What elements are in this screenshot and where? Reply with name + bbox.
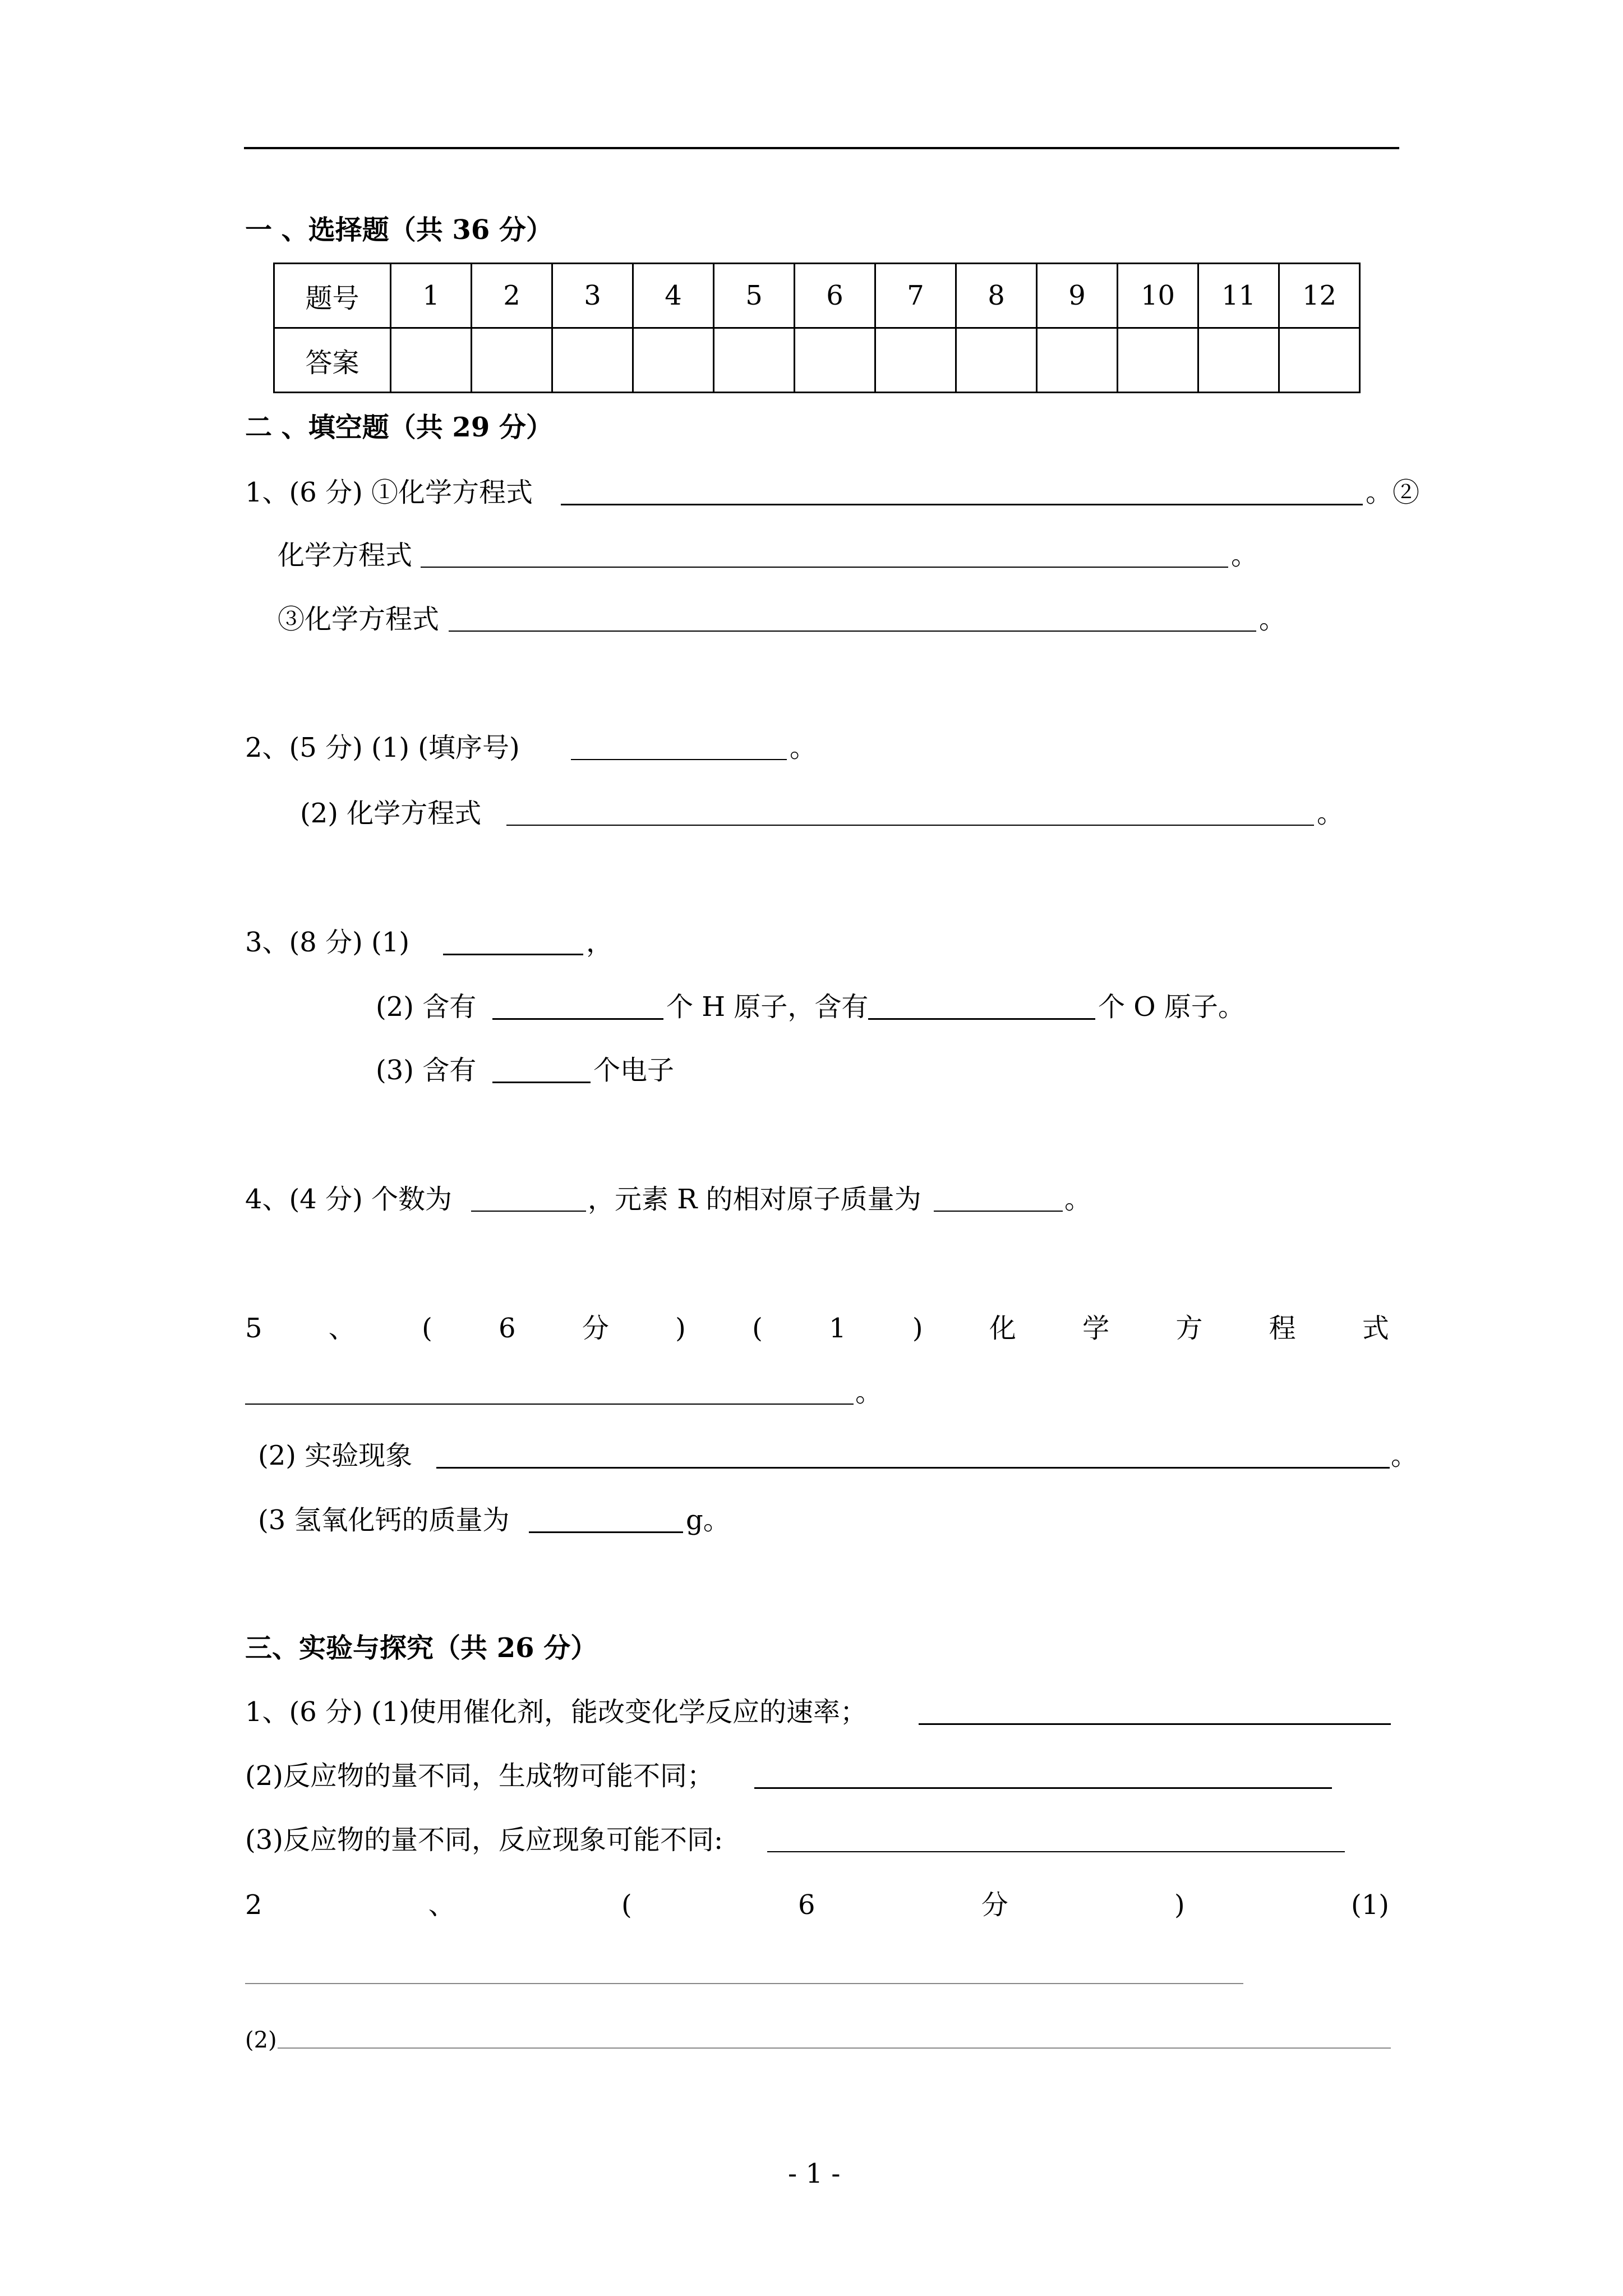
answer-cell[interactable] xyxy=(714,328,795,393)
q5-token: 化 xyxy=(989,1313,1016,1344)
s2-q1-end-b: 。 xyxy=(1231,540,1258,571)
q5-token: ( xyxy=(752,1313,763,1344)
answer-cell[interactable] xyxy=(875,328,956,393)
s2-q3-prompt-b3: 个 O 原子。 xyxy=(1098,991,1245,1023)
answer-cell[interactable] xyxy=(552,328,633,393)
s2-q3-blank-c[interactable] xyxy=(492,1082,591,1083)
question-number: 12 xyxy=(1279,264,1360,328)
s3-q1-blank-b[interactable] xyxy=(754,1787,1332,1789)
q5-token: 学 xyxy=(1082,1313,1110,1344)
s2-q2-prompt-b: (2) 化学方程式 xyxy=(300,798,482,829)
s2-q3-blank-b1[interactable] xyxy=(492,1018,663,1020)
s2-q2-prompt-a: 2、(5 分) (1) (填序号) xyxy=(245,732,520,763)
answer-cell[interactable] xyxy=(956,328,1037,393)
answer-cell[interactable] xyxy=(1118,328,1198,393)
question-number: 4 xyxy=(633,264,714,328)
s2-q1-blank-c[interactable] xyxy=(449,631,1256,632)
s3-q2-token: ( xyxy=(621,1889,632,1921)
s2-q5-blank-c[interactable] xyxy=(529,1531,683,1533)
question-number: 8 xyxy=(956,264,1037,328)
section-3-title: 三、实验与探究（共 26 分） xyxy=(245,1632,598,1664)
header-rule xyxy=(244,147,1399,149)
s2-q2-blank-b[interactable] xyxy=(506,825,1314,826)
s3-q2-blank-1[interactable] xyxy=(245,1983,1243,1984)
question-number: 5 xyxy=(714,264,795,328)
answer-table xyxy=(273,263,1361,393)
s3-q1-prompt-b: (2)反应物的量不同，生成物可能不同； xyxy=(245,1760,714,1792)
question-number: 6 xyxy=(795,264,875,328)
q5-token: 、 xyxy=(328,1313,356,1344)
q5-token: ( xyxy=(422,1313,432,1344)
s2-q3-prompt-b2: 个 H 原子，含有 xyxy=(666,991,869,1023)
question-number: 2 xyxy=(472,264,552,328)
s2-q1-prompt-c: ③化学方程式 xyxy=(278,604,440,635)
s2-q5-end-a: 。 xyxy=(855,1377,883,1408)
s2-q1-blank-b[interactable] xyxy=(421,567,1228,568)
s3-q1-prompt-a: 1、(6 分) (1)使用催化剂，能改变化学反应的速率； xyxy=(245,1696,868,1728)
s2-q5-prompt-c: (3 氢氧化钙的质量为 xyxy=(258,1504,510,1536)
s3-q2-prompt-b: (2) xyxy=(245,2027,277,2053)
q5-token: ) xyxy=(912,1313,923,1344)
s2-q3-prompt-c1: (3) 含有 xyxy=(376,1055,477,1086)
s2-q3-prompt-b1: (2) 含有 xyxy=(376,991,477,1023)
s3-q2-blank-2[interactable] xyxy=(278,2047,1391,2049)
table-header-number: 题号 xyxy=(274,264,391,328)
table-header-answer: 答案 xyxy=(274,328,391,393)
s3-q1-blank-a[interactable] xyxy=(919,1723,1391,1725)
question-number: 9 xyxy=(1037,264,1118,328)
s3-q1-prompt-c: (3)反应物的量不同，反应现象可能不同: xyxy=(245,1824,723,1856)
q5-token: 1 xyxy=(829,1313,846,1344)
table-row-numbers xyxy=(274,264,1360,328)
question-number: 7 xyxy=(875,264,956,328)
answer-cell[interactable] xyxy=(1279,328,1360,393)
table-row-answers xyxy=(274,328,1360,393)
s2-q4-blank-2[interactable] xyxy=(934,1211,1063,1212)
s2-q3-blank-b2[interactable] xyxy=(868,1018,1095,1020)
section-1-title: 一 、选择题（共 36 分） xyxy=(245,214,553,246)
s2-q2-end-b: 。 xyxy=(1317,798,1344,829)
s2-q5-blank-b[interactable] xyxy=(436,1467,1390,1469)
answer-cell[interactable] xyxy=(633,328,714,393)
page-number: - 1 - xyxy=(788,2158,841,2189)
s2-q1-end-a: 。② xyxy=(1366,477,1420,508)
s2-q3-prompt-c2: 个电子 xyxy=(593,1055,675,1086)
s2-q5-end-c: g。 xyxy=(686,1504,730,1536)
s3-q2-token: 2 xyxy=(245,1889,262,1921)
answer-cell[interactable] xyxy=(391,328,472,393)
s2-q1-prompt-a: 1、(6 分) ①化学方程式 xyxy=(245,477,533,508)
question-number: 1 xyxy=(391,264,472,328)
s3-q2-token: (1) xyxy=(1351,1889,1389,1921)
answer-cell[interactable] xyxy=(472,328,552,393)
s3-q2-token: 分 xyxy=(981,1889,1008,1921)
answer-cell[interactable] xyxy=(1037,328,1118,393)
question-number: 3 xyxy=(552,264,633,328)
s3-q2-token: ) xyxy=(1174,1889,1185,1921)
s2-q2-blank-a[interactable] xyxy=(571,759,787,760)
s3-q2-token: 、 xyxy=(428,1889,455,1921)
q5-token: ) xyxy=(675,1313,686,1344)
q5-token: 6 xyxy=(499,1313,516,1344)
q5-token: 分 xyxy=(582,1313,609,1344)
s2-q4-prompt-2: ，元素 R 的相对原子质量为 xyxy=(588,1184,921,1215)
s2-q1-blank-a[interactable] xyxy=(561,504,1363,505)
s2-q4-end: 。 xyxy=(1064,1184,1092,1215)
s3-q2-prompt-spread xyxy=(245,1888,1389,1922)
section-2-title: 二 、填空题（共 29 分） xyxy=(245,412,553,443)
s2-q1-end-c: 。 xyxy=(1259,604,1287,635)
q5-token: 方 xyxy=(1175,1313,1203,1344)
s2-q5-prompt-spread xyxy=(245,1312,1389,1345)
question-number: 10 xyxy=(1118,264,1198,328)
q5-token: 式 xyxy=(1362,1313,1389,1344)
s3-q1-blank-c[interactable] xyxy=(767,1851,1345,1852)
s2-q4-prompt-1: 4、(4 分) 个数为 xyxy=(245,1184,453,1215)
s2-q3-blank-a[interactable] xyxy=(443,954,583,955)
answer-cell[interactable] xyxy=(795,328,875,393)
s2-q3-prompt-a: 3、(8 分) (1) xyxy=(245,927,410,958)
s2-q1-prompt-b: 化学方程式 xyxy=(278,540,413,571)
s2-q4-blank-1[interactable] xyxy=(471,1211,586,1212)
s2-q5-prompt-b: (2) 实验现象 xyxy=(258,1440,413,1471)
s2-q5-end-b: 。 xyxy=(1391,1440,1418,1471)
s2-q3-end-a: ， xyxy=(586,927,614,958)
s2-q2-end-a: 。 xyxy=(790,732,817,763)
q5-token: 程 xyxy=(1269,1313,1296,1344)
q5-token: 5 xyxy=(245,1313,262,1344)
answer-cell[interactable] xyxy=(1198,328,1279,393)
s2-q5-blank-a[interactable] xyxy=(245,1404,854,1405)
s3-q2-token: 6 xyxy=(798,1889,815,1921)
question-number: 11 xyxy=(1198,264,1279,328)
